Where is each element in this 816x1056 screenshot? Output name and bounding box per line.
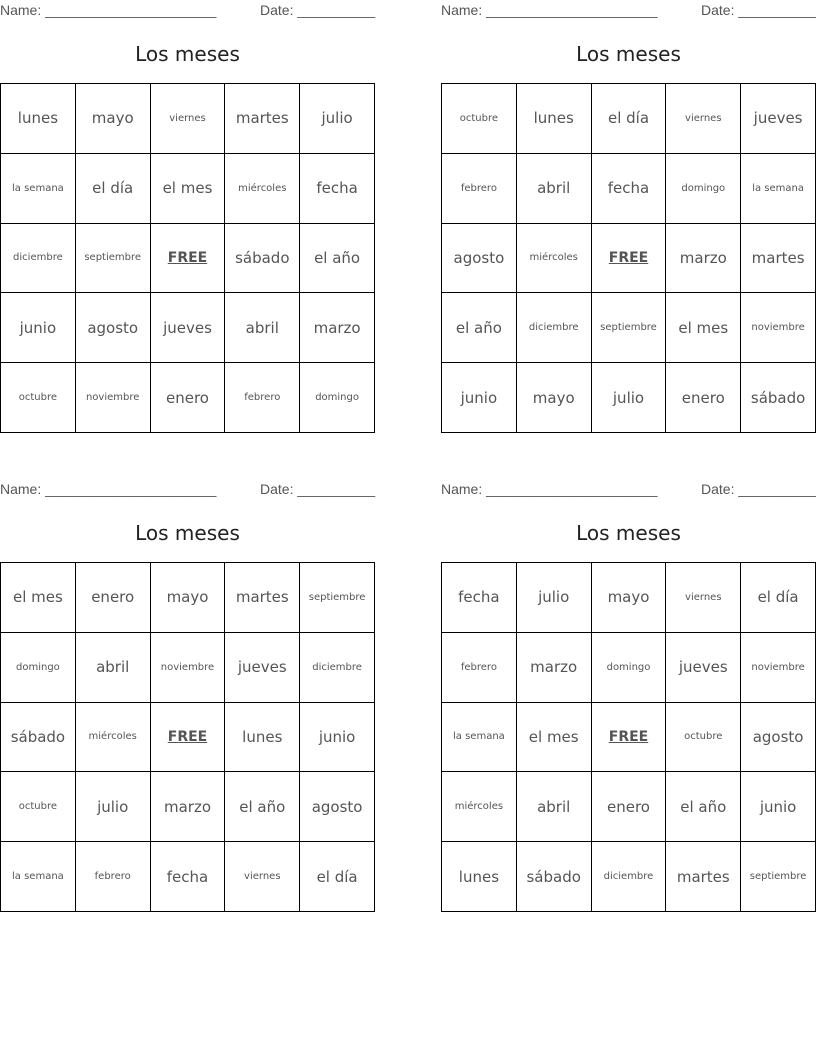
bingo-cell: jueves	[741, 84, 816, 154]
bingo-cell: abril	[76, 633, 151, 703]
bingo-cell: lunes	[442, 842, 517, 912]
bingo-cell: fecha	[300, 154, 375, 224]
bingo-cell: febrero	[442, 633, 517, 703]
bingo-cell: junio	[741, 772, 816, 842]
free-space: FREE	[151, 703, 226, 773]
bingo-cell: diciembre	[517, 293, 592, 363]
bingo-cell: la semana	[1, 154, 76, 224]
bingo-cell: abril	[225, 293, 300, 363]
bingo-cell: el año	[442, 293, 517, 363]
bingo-cell: sábado	[741, 363, 816, 433]
bingo-cell: agosto	[76, 293, 151, 363]
bingo-cell: viernes	[225, 842, 300, 912]
bingo-cell: septiembre	[76, 224, 151, 294]
date-field: Date: __________	[260, 481, 376, 497]
bingo-cell: jueves	[666, 633, 741, 703]
bingo-cell: octubre	[666, 703, 741, 773]
bingo-cell: julio	[592, 363, 667, 433]
bingo-cell: enero	[76, 563, 151, 633]
bingo-cell: fecha	[592, 154, 667, 224]
bingo-cell: el día	[76, 154, 151, 224]
card-title: Los meses	[135, 521, 240, 545]
bingo-cell: domingo	[592, 633, 667, 703]
bingo-cell: noviembre	[741, 293, 816, 363]
bingo-grid	[0, 562, 375, 912]
bingo-cell: septiembre	[300, 563, 375, 633]
bingo-cell: domingo	[666, 154, 741, 224]
bingo-cell: martes	[741, 224, 816, 294]
bingo-cell: noviembre	[151, 633, 226, 703]
bingo-cell: el mes	[666, 293, 741, 363]
bingo-cell: junio	[300, 703, 375, 773]
bingo-cell: el año	[300, 224, 375, 294]
bingo-cell: octubre	[1, 363, 76, 433]
bingo-cell: fecha	[442, 563, 517, 633]
bingo-cell: febrero	[225, 363, 300, 433]
name-field: Name: ______________________	[0, 481, 217, 497]
name-field: Name: ______________________	[441, 2, 658, 18]
bingo-cell: el mes	[1, 563, 76, 633]
bingo-cell: miércoles	[517, 224, 592, 294]
bingo-cell: junio	[1, 293, 76, 363]
date-field: Date: __________	[260, 2, 376, 18]
bingo-cell: agosto	[741, 703, 816, 773]
bingo-cell: jueves	[225, 633, 300, 703]
bingo-cell: miércoles	[76, 703, 151, 773]
card-title: Los meses	[576, 521, 681, 545]
bingo-cell: febrero	[76, 842, 151, 912]
bingo-cell: mayo	[517, 363, 592, 433]
bingo-cell: enero	[666, 363, 741, 433]
bingo-cell: diciembre	[300, 633, 375, 703]
card-title: Los meses	[135, 42, 240, 66]
bingo-cell: enero	[592, 772, 667, 842]
bingo-cell: mayo	[151, 563, 226, 633]
bingo-cell: julio	[517, 563, 592, 633]
bingo-cell: marzo	[300, 293, 375, 363]
bingo-cell: marzo	[666, 224, 741, 294]
bingo-cell: abril	[517, 154, 592, 224]
bingo-cell: miércoles	[442, 772, 517, 842]
bingo-cell: enero	[151, 363, 226, 433]
bingo-cell: septiembre	[592, 293, 667, 363]
bingo-cell: noviembre	[741, 633, 816, 703]
card-title: Los meses	[576, 42, 681, 66]
bingo-cell: martes	[225, 563, 300, 633]
bingo-cell: junio	[442, 363, 517, 433]
bingo-cell: el mes	[517, 703, 592, 773]
free-space: FREE	[592, 703, 667, 773]
name-field: Name: ______________________	[0, 2, 217, 18]
bingo-cell: marzo	[151, 772, 226, 842]
bingo-cell: sábado	[225, 224, 300, 294]
bingo-cell: lunes	[225, 703, 300, 773]
bingo-cell: el año	[666, 772, 741, 842]
bingo-cell: el año	[225, 772, 300, 842]
bingo-cell: julio	[300, 84, 375, 154]
bingo-cell: el día	[300, 842, 375, 912]
bingo-cell: martes	[225, 84, 300, 154]
bingo-cell: diciembre	[592, 842, 667, 912]
free-space: FREE	[151, 224, 226, 294]
date-field: Date: __________	[701, 2, 816, 18]
bingo-cell: miércoles	[225, 154, 300, 224]
bingo-cell: sábado	[517, 842, 592, 912]
bingo-cell: el día	[592, 84, 667, 154]
bingo-cell: mayo	[76, 84, 151, 154]
bingo-cell: noviembre	[76, 363, 151, 433]
bingo-cell: octubre	[1, 772, 76, 842]
bingo-cell: viernes	[666, 563, 741, 633]
bingo-cell: diciembre	[1, 224, 76, 294]
bingo-cell: viernes	[151, 84, 226, 154]
bingo-cell: jueves	[151, 293, 226, 363]
bingo-cell: fecha	[151, 842, 226, 912]
bingo-cell: agosto	[300, 772, 375, 842]
bingo-cell: la semana	[442, 703, 517, 773]
bingo-cell: septiembre	[741, 842, 816, 912]
bingo-grid	[0, 83, 375, 433]
bingo-cell: domingo	[300, 363, 375, 433]
bingo-cell: la semana	[1, 842, 76, 912]
bingo-cell: febrero	[442, 154, 517, 224]
bingo-cell: mayo	[592, 563, 667, 633]
bingo-cell: martes	[666, 842, 741, 912]
bingo-cell: lunes	[1, 84, 76, 154]
bingo-cell: lunes	[517, 84, 592, 154]
bingo-cell: domingo	[1, 633, 76, 703]
bingo-cell: abril	[517, 772, 592, 842]
bingo-cell: octubre	[442, 84, 517, 154]
free-space: FREE	[592, 224, 667, 294]
bingo-cell: el día	[741, 563, 816, 633]
bingo-cell: agosto	[442, 224, 517, 294]
bingo-cell: sábado	[1, 703, 76, 773]
bingo-cell: el mes	[151, 154, 226, 224]
bingo-cell: la semana	[741, 154, 816, 224]
bingo-cell: viernes	[666, 84, 741, 154]
date-field: Date: __________	[701, 481, 816, 497]
bingo-grid	[441, 83, 816, 433]
name-field: Name: ______________________	[441, 481, 658, 497]
bingo-cell: marzo	[517, 633, 592, 703]
bingo-cell: julio	[76, 772, 151, 842]
bingo-grid	[441, 562, 816, 912]
